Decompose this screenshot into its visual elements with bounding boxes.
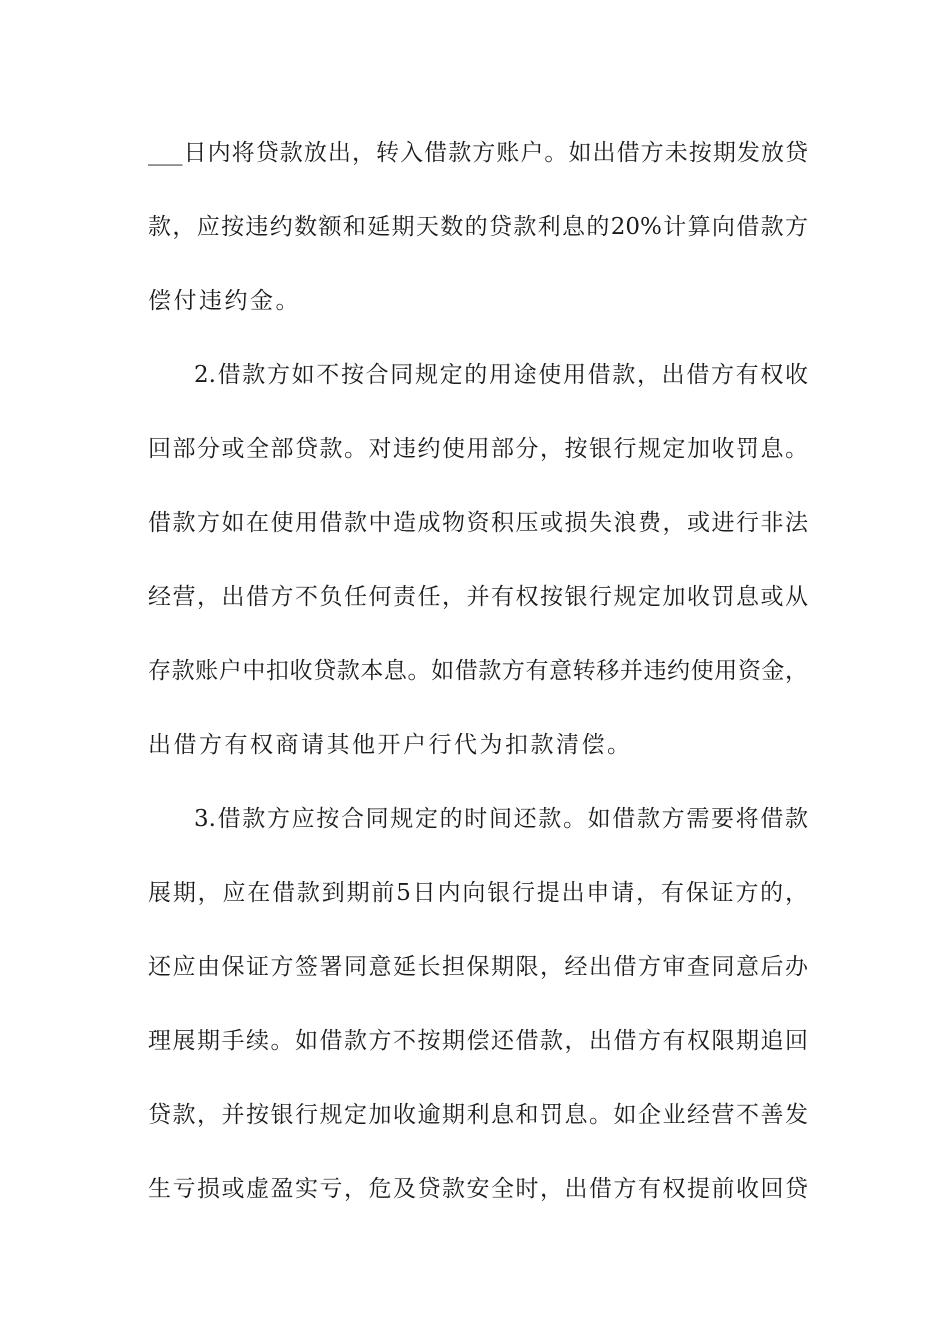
text-line: 生亏损或虚盈实亏，危及贷款安全时，出借方有权提前收回贷 <box>148 1176 808 1202</box>
text-line: 偿付违约金。 <box>148 288 301 314</box>
text-line: 贷款，并按银行规定加收逾期利息和罚息。如企业经营不善发 <box>148 1102 808 1128</box>
text-line: 还应由保证方签署同意延长担保期限，经出借方审查同意后办 <box>148 954 808 980</box>
paragraph-3-first-line: 3.借款方应按合同规定的时间还款。如借款方需要将借款 <box>194 806 808 832</box>
text-line: 展期，应在借款到期前5日内向银行提出申请，有保证方的， <box>148 880 808 906</box>
text-line: ___日内将贷款放出，转入借款方账户。如出借方未按期发放贷 <box>148 140 808 166</box>
text-line: 借款方如在使用借款中造成物资积压或损失浪费，或进行非法 <box>148 510 808 536</box>
text-line: 存款账户中扣收贷款本息。如借款方有意转移并违约使用资金， <box>148 658 808 684</box>
text-line: 款，应按违约数额和延期天数的贷款利息的20%计算向借款方 <box>148 214 808 240</box>
text-line: 回部分或全部贷款。对违约使用部分，按银行规定加收罚息。 <box>148 436 808 462</box>
text-line: 出借方有权商请其他开户行代为扣款清偿。 <box>148 732 633 758</box>
paragraph-2-first-line: 2.借款方如不按合同规定的用途使用借款，出借方有权收 <box>194 362 808 388</box>
text-line: 理展期手续。如借款方不按期偿还借款，出借方有权限期追回 <box>148 1028 808 1054</box>
text-line: 经营，出借方不负任何责任，并有权按银行规定加收罚息或从 <box>148 584 808 610</box>
